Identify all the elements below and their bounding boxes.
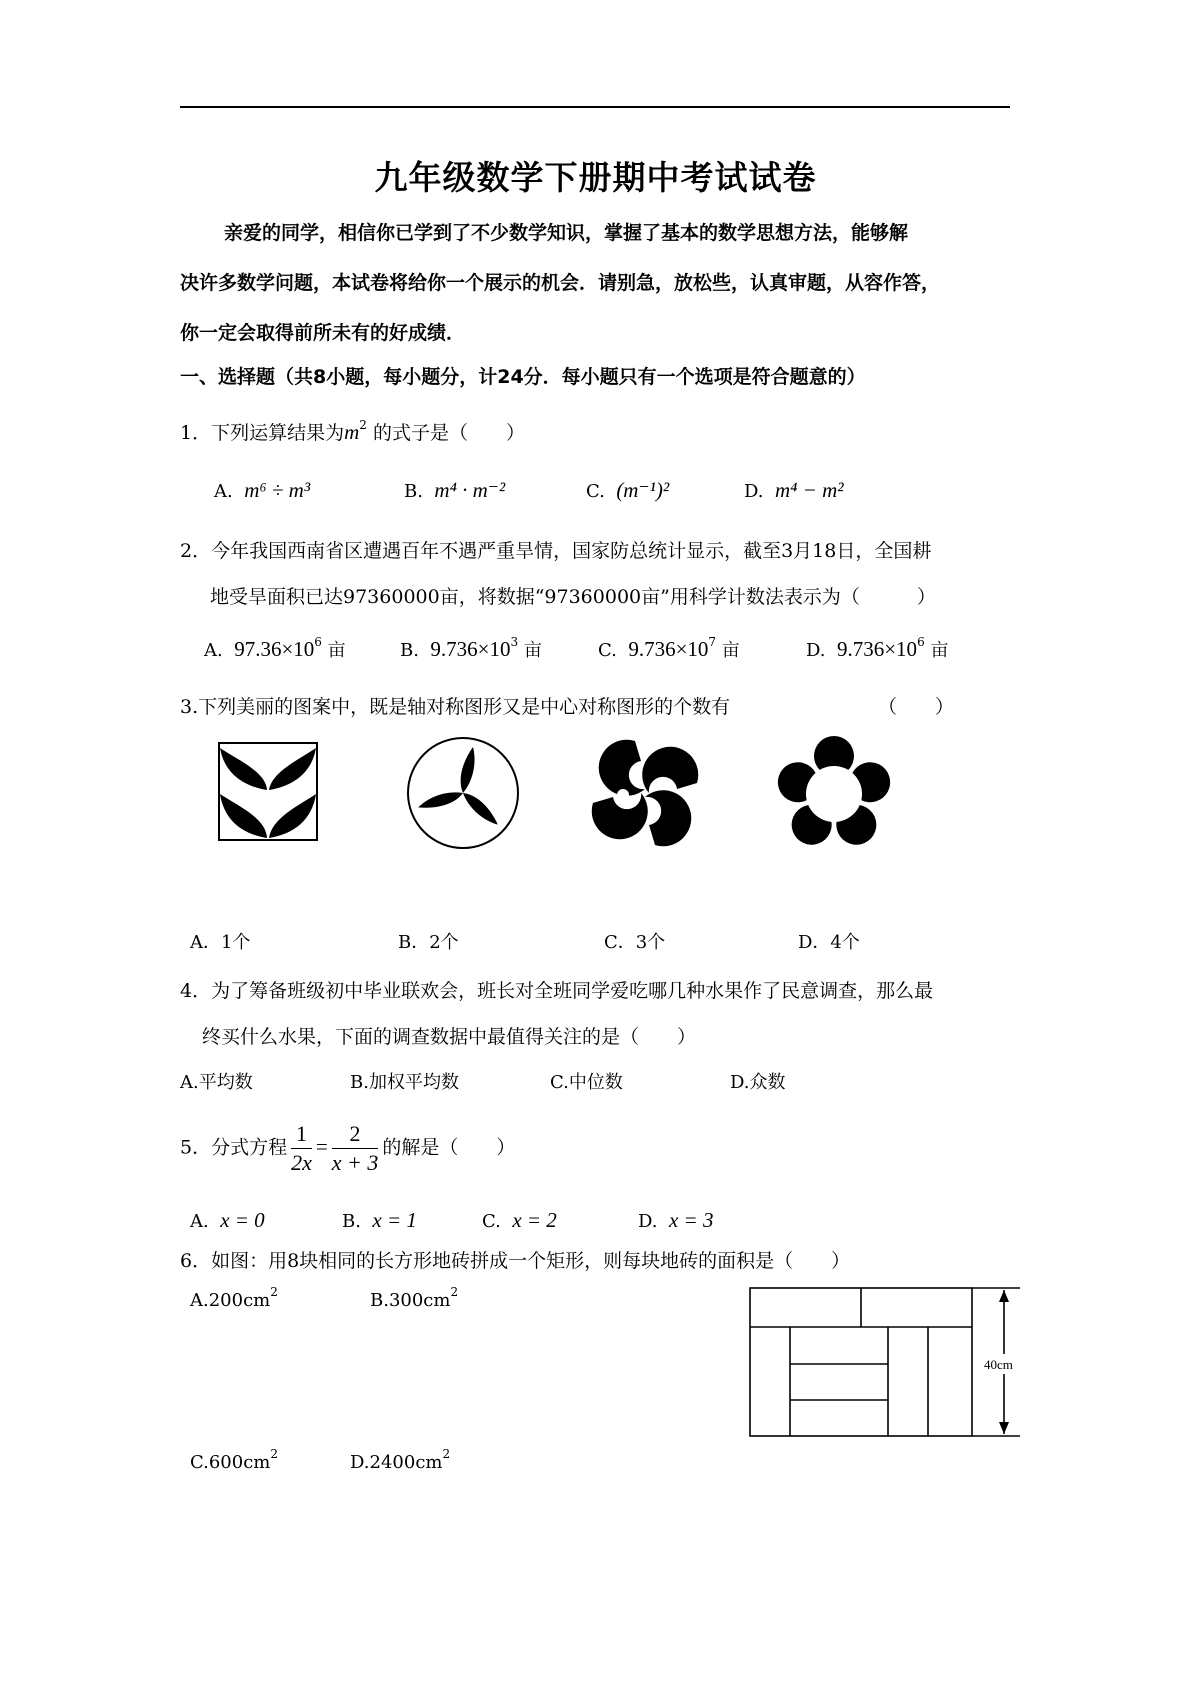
q1-option-d: D. m⁴ − m² — [744, 478, 844, 502]
intro-line-3: 你一定会取得前所未有的好成绩． — [180, 322, 466, 344]
q5-fraction-right: $\frac{2}{x + 3}$ — [331, 1121, 379, 1175]
q3-option-d: D．4个 — [798, 932, 860, 953]
q2-line-1: 2．今年我国西南省区遭遇百年不遇严重旱情，国家防总统计显示，截至3月18日，全国耕 — [180, 540, 932, 562]
question-1 — [180, 418, 525, 445]
q5-option-b: B. x = 1 — [342, 1208, 417, 1232]
q2-line-2: 地受旱面积已达97360000亩，将数据“97360000亩”用科学计数法表示为（ ） — [210, 586, 936, 608]
q3-option-c: C．3个 — [604, 932, 666, 953]
q4-option-d: D.众数 — [730, 1072, 786, 1093]
q1-exponent: 2 — [359, 418, 367, 432]
q3-figure-five-petal-flower — [776, 734, 892, 850]
q5-option-d: D. x = 3 — [638, 1208, 714, 1232]
dimension-arrow-up-icon — [999, 1290, 1009, 1302]
q3-figure-three-blades — [406, 736, 520, 850]
page-title: 九年级数学下册期中考试试卷 — [374, 158, 817, 197]
q1-prefix: 1．下列运算结果为 — [180, 422, 345, 444]
q4-option-c: C.中位数 — [550, 1072, 623, 1093]
q6-text: 6．如图：用8块相同的长方形地砖拼成一个矩形，则每块地砖的面积是（ ） — [180, 1250, 851, 1272]
q5-equals: = — [315, 1134, 328, 1159]
q2-option-d: D. $9.736\times 10^6$ 亩 — [806, 635, 949, 661]
intro-line-1: 亲爱的同学，相信你已学到了不少数学知识，掌握了基本的数学思想方法，能够解 — [224, 222, 909, 244]
q1-option-c: C. (m⁻¹)² — [586, 478, 670, 502]
q4-line-2: 终买什么水果，下面的调查数据中最值得关注的是（ ） — [202, 1026, 697, 1048]
q3-figure-leaves-square — [218, 742, 320, 842]
section-heading: 一、选择题（共8小题，每小题分，计24分．每小题只有一个选项是符合题意的） — [180, 366, 866, 388]
question-5 — [180, 1120, 515, 1177]
intro-line-2: 决许多数学问题，本试卷将给你一个展示的机会．请别急，放松些，认真审题，从容作答， — [180, 272, 941, 294]
q1-variable: m — [344, 420, 360, 444]
q5-fraction-left: $\frac{1}{2x}$ — [291, 1121, 312, 1175]
q6-dimension-label: 40cm — [984, 1357, 1013, 1372]
q4-option-a: A.平均数 — [180, 1072, 253, 1093]
q3-paren: （ ） — [878, 696, 955, 718]
header-rule — [180, 106, 1010, 108]
q4-line-1: 4．为了筹备班级初中毕业联欢会，班长对全班同学爱吃哪几种水果作了民意调查，那么最 — [180, 980, 934, 1002]
q3-option-a: A．1个 — [190, 932, 251, 953]
q3-figure-interlocked-hooks — [588, 736, 702, 850]
q3-text: 3.下列美丽的图案中，既是轴对称图形又是中心对称图形的个数有 — [180, 696, 731, 718]
q6-option-c: $C.600cm^2$ — [190, 1447, 278, 1473]
q2-option-c: C. $9.736\times 10^7$ 亩 — [598, 635, 740, 661]
q2-option-b: B. $9.736\times 10^3$ 亩 — [400, 635, 542, 661]
q2-option-a: A. $97.36\times 10^6$ 亩 — [204, 635, 346, 661]
q3-option-b: B．2个 — [398, 932, 459, 953]
q5-option-c: C. x = 2 — [482, 1208, 557, 1232]
q4-option-b: B.加权平均数 — [350, 1072, 459, 1093]
q5-option-a: A. x = 0 — [190, 1208, 265, 1232]
q6-option-a: $A.200cm^2$ — [190, 1285, 278, 1311]
q6-option-d: $D.2400cm^2$ — [350, 1447, 451, 1473]
q1-option-b: B. m⁴ · m⁻² — [404, 478, 506, 502]
q5-prefix: 5．分式方程 — [180, 1136, 288, 1159]
q6-option-b: $B.300cm^2$ — [370, 1285, 459, 1311]
q1-option-a: A. m⁶ ÷ m³ — [214, 478, 311, 502]
q5-suffix: 的解是（ ） — [382, 1136, 516, 1159]
q1-suffix: 的式子是（ ） — [372, 422, 525, 444]
dimension-arrow-down-icon — [999, 1422, 1009, 1434]
